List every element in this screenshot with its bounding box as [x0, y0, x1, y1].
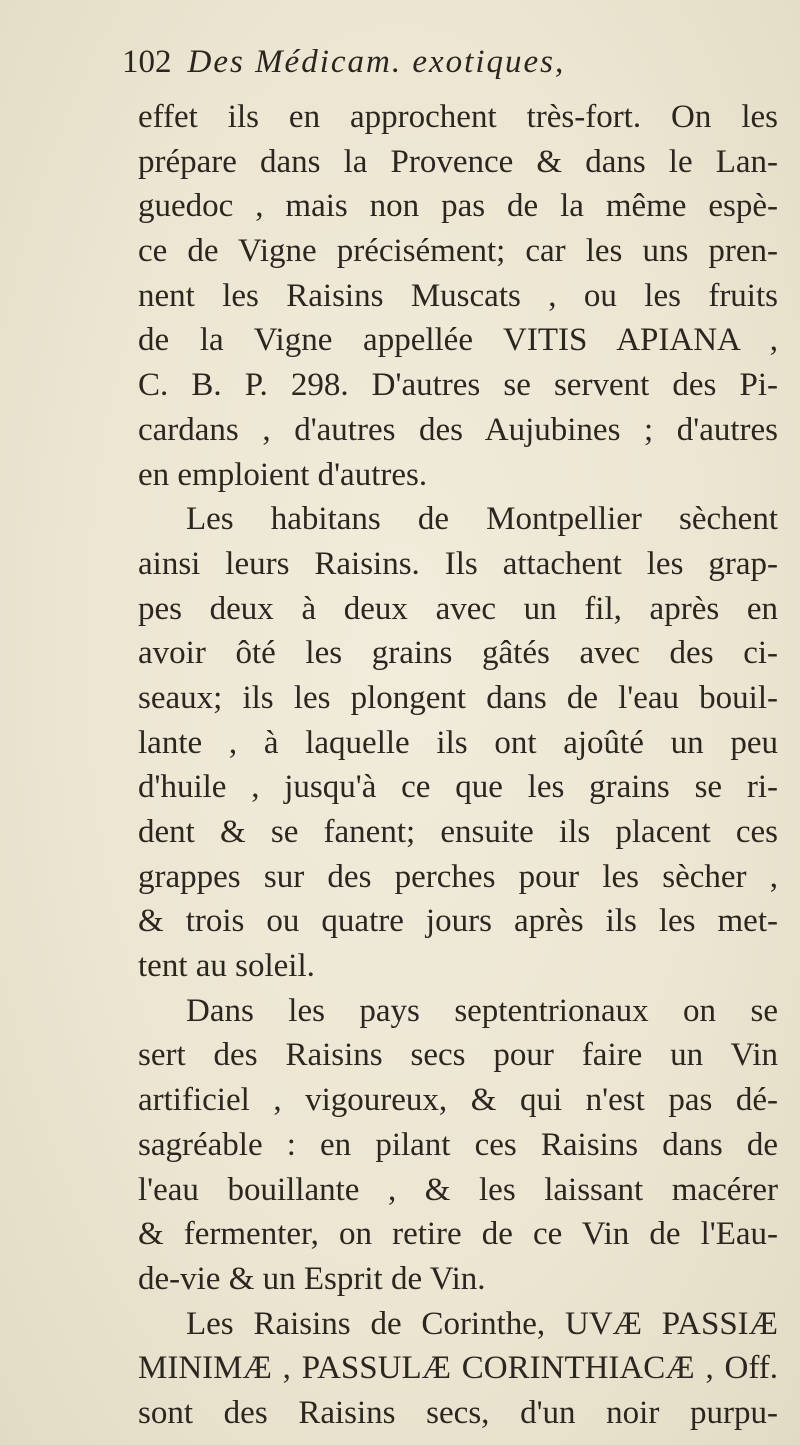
- text-line: sont des Raisins secs, d'un noir purpu-: [138, 1394, 778, 1431]
- text-line: ainsi leurs Raisins. Ils attachent les grap-: [138, 545, 778, 582]
- text-line: dent & se fanent; ensuite ils placent ces: [138, 814, 778, 850]
- text-line: artificiel , vigoureux, & qui n'est pas dé-: [138, 1082, 778, 1119]
- running-header: [122, 44, 772, 96]
- text-line: ce de Vigne précisément; car les uns pren-: [138, 233, 778, 270]
- text-line: & fermenter, on retire de ce Vin de l'Eau-: [138, 1216, 778, 1253]
- text-line: sert des Raisins secs pour faire un Vin: [138, 1037, 778, 1074]
- text-line: C. B. P. 298. D'autres se servent des Pi-: [138, 367, 778, 404]
- text-line: prépare dans la Provence & dans le Lan-: [138, 143, 778, 180]
- text-line: de-vie & un Esprit de Vin.: [138, 1260, 486, 1297]
- text-line: & trois ou quatre jours après ils les met-: [138, 903, 778, 940]
- text-line: Les habitans de Montpellier sèchent: [186, 501, 778, 538]
- text-line: effet ils en approchent très-fort. On les: [138, 99, 778, 135]
- text-line: Dans les pays septentrionaux on se: [186, 992, 778, 1029]
- text-line: d'huile , jusqu'à ce que les grains se ri-: [138, 769, 778, 806]
- text-line: MINIMÆ , PASSULÆ CORINTHIACÆ , Off.: [138, 1350, 778, 1387]
- text-line: l'eau bouillante , & les laissant macérer: [138, 1171, 778, 1208]
- text-line: tent au soleil.: [138, 948, 315, 985]
- text-line: grappes sur des perches pour les sècher ,: [138, 858, 778, 895]
- text-line: guedoc , mais non pas de la même espè-: [138, 188, 778, 225]
- text-line: cardans , d'autres des Aujubines ; d'autres: [138, 411, 778, 448]
- text-line: de la Vigne appellée VITIS APIANA ,: [138, 322, 778, 359]
- body-text: [138, 95, 778, 1436]
- text-line: seaux; ils les plongent dans de l'eau bouil-: [138, 679, 778, 716]
- text-line: lante , à laquelle ils ont ajoûté un peu: [138, 724, 778, 761]
- page-number: 102: [122, 44, 172, 80]
- text-line: Les Raisins de Corinthe, UVÆ PASSIÆ: [186, 1305, 778, 1342]
- text-line: nent les Raisins Muscats , ou les fruits: [138, 277, 778, 314]
- text-line: sagréable : en pilant ces Raisins dans de: [138, 1126, 778, 1163]
- text-line: en emploient d'autres.: [138, 456, 428, 493]
- text-line: avoir ôté les grains gâtés avec des ci-: [138, 635, 778, 672]
- text-line: pes deux à deux avec un fil, après en: [138, 590, 778, 627]
- running-title: Des Médicam. exotiques,: [187, 44, 566, 80]
